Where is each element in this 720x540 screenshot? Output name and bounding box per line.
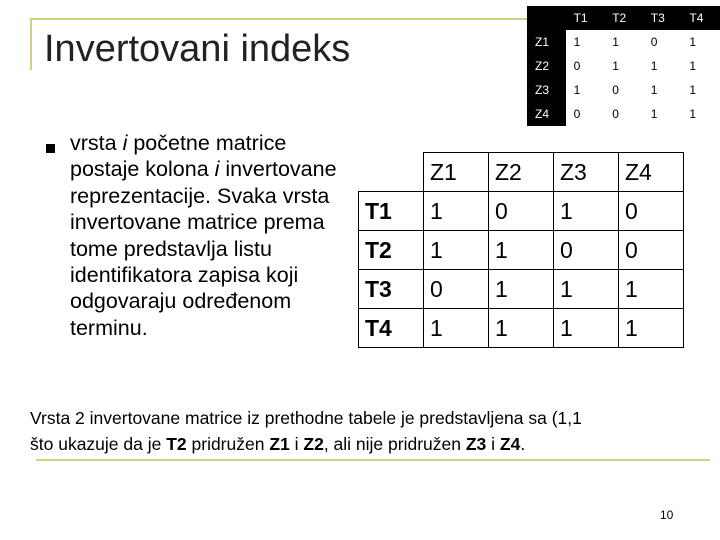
table-corner-cell — [359, 153, 424, 192]
page-number: 10 — [660, 508, 674, 522]
row-label: Z4 — [527, 102, 566, 126]
bold-term: Z4 — [499, 434, 521, 454]
table-cell: 1 — [489, 231, 554, 270]
table-cell: 1 — [554, 270, 619, 309]
table-header-row — [527, 6, 720, 30]
bullet-part-2: početne matrice postaje kolona — [70, 131, 287, 182]
row-label: T4 — [359, 309, 424, 348]
table-cell: 1 — [489, 270, 554, 309]
table-cell: 1 — [681, 78, 720, 102]
table-row — [359, 309, 684, 348]
table-corner-cell — [527, 6, 566, 30]
table-row — [527, 30, 720, 54]
table-cell: 1 — [489, 309, 554, 348]
text-span: i — [486, 434, 500, 454]
table-cell: 0 — [604, 78, 643, 102]
bullet-square-icon — [46, 144, 55, 153]
table-row — [527, 54, 720, 78]
bullet-italic-2: i — [214, 157, 220, 182]
bold-term: T2 — [166, 434, 187, 454]
column-header: Z2 — [489, 153, 554, 192]
row-label: Z3 — [527, 78, 566, 102]
table-cell: 0 — [604, 102, 643, 126]
table-cell: 0 — [554, 231, 619, 270]
table-cell: 0 — [566, 102, 605, 126]
table-cell: 1 — [424, 192, 489, 231]
slide-title: Invertovani indeks — [44, 28, 351, 70]
table-row — [359, 192, 684, 231]
text-span: , ali nije pridružen — [323, 434, 466, 454]
table-row — [527, 78, 720, 102]
original-matrix-table — [527, 6, 720, 126]
row-label: T1 — [359, 192, 424, 231]
table-header-row — [359, 153, 684, 192]
table-cell: 1 — [681, 102, 720, 126]
inverted-matrix-table — [358, 152, 684, 348]
table-cell: 1 — [643, 102, 682, 126]
table-cell: 0 — [566, 54, 605, 78]
bullet-part-3: invertovane reprezentacije. Svaka vrsta invertovane matrice prema tome predstavlja listu identifikatora zapisa koji odgovaraju određenom terminu. — [70, 157, 337, 340]
table-cell: 0 — [619, 192, 684, 231]
table-cell: 0 — [424, 270, 489, 309]
table-cell: 1 — [643, 78, 682, 102]
bold-term: Z3 — [465, 434, 487, 454]
table-cell: 1 — [681, 30, 720, 54]
table-cell: 1 — [554, 192, 619, 231]
table-cell: 1 — [643, 54, 682, 78]
explanation-line-1: Vrsta 2 invertovane matrice iz prethodne tabele je predstavljena sa (1,1 — [30, 408, 582, 428]
explanation-line-2 — [30, 431, 582, 457]
table-cell: 1 — [619, 309, 684, 348]
text-span: i — [289, 434, 304, 454]
bold-term: Z2 — [303, 434, 324, 454]
footer-divider — [36, 459, 710, 461]
table-row — [359, 270, 684, 309]
column-header: T2 — [604, 6, 643, 30]
text-span: što ukazuje da je — [30, 434, 167, 454]
row-label: T3 — [359, 270, 424, 309]
row-label: Z2 — [527, 54, 566, 78]
table-cell: 0 — [619, 231, 684, 270]
bullet-part-1: vrsta — [70, 131, 123, 155]
column-header: Z1 — [424, 153, 489, 192]
table-cell: 1 — [424, 231, 489, 270]
bullet-text — [70, 130, 352, 341]
bullet-italic-1: i — [122, 131, 128, 155]
table-cell: 1 — [681, 54, 720, 78]
table-cell: 1 — [566, 78, 605, 102]
table-cell: 1 — [566, 30, 605, 54]
text-span: pridružen — [186, 434, 270, 454]
column-header: T4 — [681, 6, 720, 30]
column-header: T1 — [566, 6, 605, 30]
table-cell: 0 — [643, 30, 682, 54]
table-cell: 1 — [604, 54, 643, 78]
table-cell: 1 — [554, 309, 619, 348]
table-cell: 1 — [604, 30, 643, 54]
column-header: Z3 — [554, 153, 619, 192]
row-label: T2 — [359, 231, 424, 270]
text-span: . — [520, 434, 526, 454]
row-label: Z1 — [527, 30, 566, 54]
column-header: Z4 — [619, 153, 684, 192]
column-header: T3 — [643, 6, 682, 30]
table-cell: 1 — [424, 309, 489, 348]
table-cell: 0 — [489, 192, 554, 231]
table-row — [359, 231, 684, 270]
table-row — [527, 102, 720, 126]
table-cell: 1 — [619, 270, 684, 309]
bold-term: Z1 — [269, 434, 290, 454]
explanation-text — [30, 405, 582, 457]
